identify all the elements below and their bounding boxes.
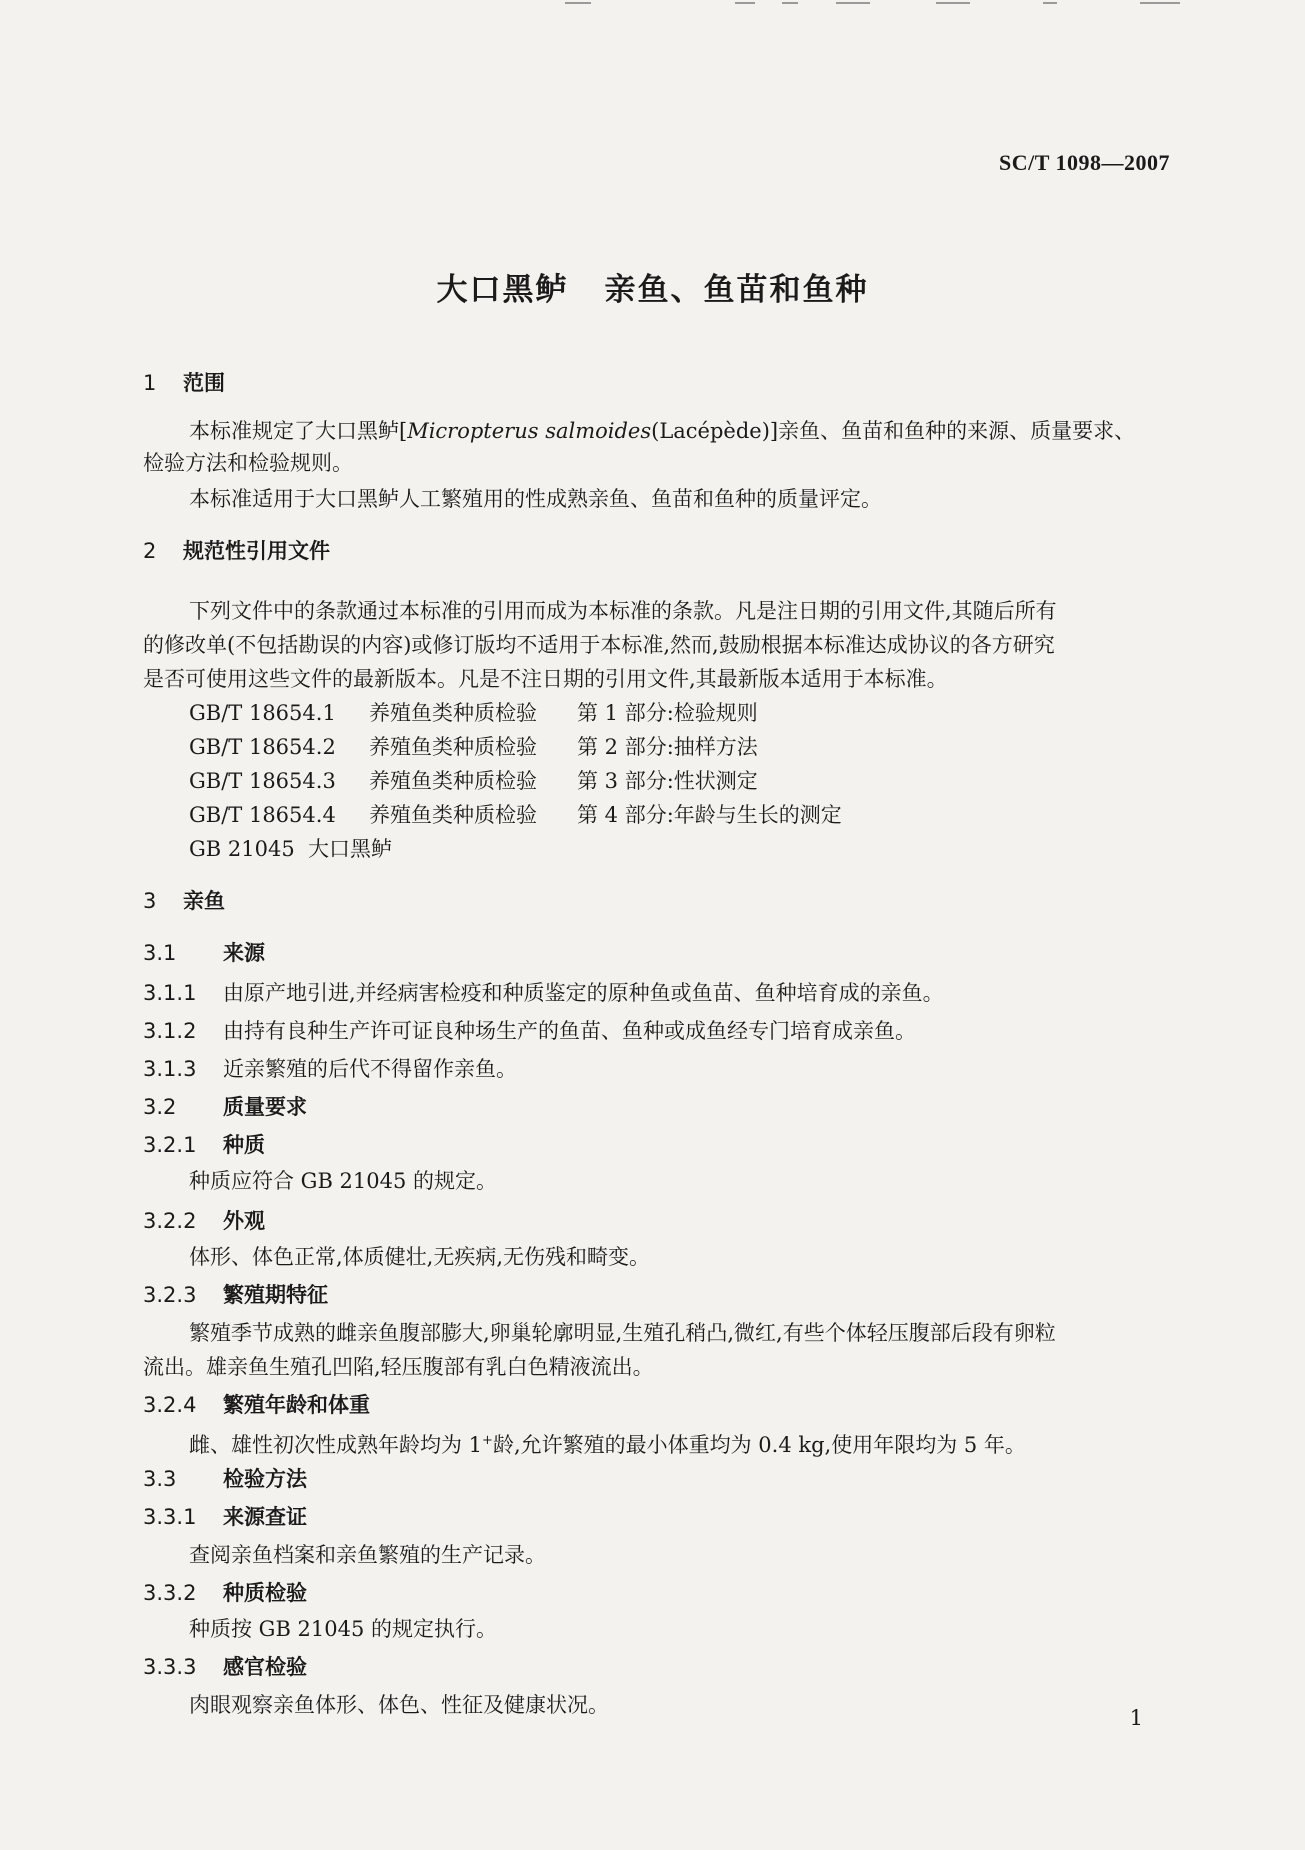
section-3-3-2-heading: 3.3.2 种质检验 bbox=[143, 1581, 307, 1605]
section-1-heading: 1 范围 bbox=[143, 371, 225, 395]
section-3-1-heading: 3.1 来源 bbox=[143, 941, 265, 965]
section-3-2-1-heading: 3.2.1 种质 bbox=[143, 1133, 265, 1157]
clause-3-1-3: 3.1.3 近亲繁殖的后代不得留作亲鱼。 bbox=[143, 1057, 517, 1081]
clause-3-2-4-text: 雌、雄性初次性成熟年龄均为 1+龄,允许繁殖的最小体重均为 0.4 kg,使用年限均为 5 年。 bbox=[189, 1433, 1026, 1457]
reference-2: GB/T 18654.2 养殖鱼类种质检验 第 2 部分:抽样方法 bbox=[189, 735, 758, 759]
section-1-paragraph-2: 本标准适用于大口黑鲈人工繁殖用的性成熟亲鱼、鱼苗和鱼种的质量评定。 bbox=[189, 487, 882, 511]
section-3-3-3-heading: 3.3.3 感官检验 bbox=[143, 1655, 307, 1679]
reference-3: GB/T 18654.3 养殖鱼类种质检验 第 3 部分:性状测定 bbox=[189, 769, 758, 793]
title-part-1: 大口黑鲈 bbox=[436, 272, 569, 308]
section-3-2-heading: 3.2 质量要求 bbox=[143, 1095, 307, 1119]
section-3-2-3-heading: 3.2.3 繁殖期特征 bbox=[143, 1283, 328, 1307]
clause-3-3-3-text: 肉眼观察亲鱼体形、体色、性征及健康状况。 bbox=[189, 1693, 609, 1717]
section-2-heading: 2 规范性引用文件 bbox=[143, 539, 330, 563]
scientific-name: Micropterus salmoides bbox=[407, 419, 652, 443]
clause-3-2-3-text-line-2: 流出。雄亲鱼生殖孔凹陷,轻压腹部有乳白色精液流出。 bbox=[143, 1355, 654, 1379]
clause-3-3-1-text: 查阅亲鱼档案和亲鱼繁殖的生产记录。 bbox=[189, 1543, 546, 1567]
section-3-3-1-heading: 3.3.1 来源查证 bbox=[143, 1505, 307, 1529]
section-3-heading: 3 亲鱼 bbox=[143, 889, 225, 913]
section-3-2-2-heading: 3.2.2 外观 bbox=[143, 1209, 265, 1233]
section-3-3-heading: 3.3 检验方法 bbox=[143, 1467, 307, 1491]
section-2-paragraph-line-1: 下列文件中的条款通过本标准的引用而成为本标准的条款。凡是注日期的引用文件,其随后所有 bbox=[189, 599, 1057, 623]
document-code: SC/T 1098—2007 bbox=[998, 150, 1170, 175]
title-part-2: 亲鱼、鱼苗和鱼种 bbox=[604, 272, 869, 308]
page-number: 1 bbox=[1129, 1706, 1143, 1730]
clause-3-1-2: 3.1.2 由持有良种生产许可证良种场生产的鱼苗、鱼种或成鱼经专门培育成亲鱼。 bbox=[143, 1019, 916, 1043]
clause-3-2-2-text: 体形、体色正常,体质健壮,无疾病,无伤残和畸变。 bbox=[189, 1245, 651, 1269]
reference-1: GB/T 18654.1 养殖鱼类种质检验 第 1 部分:检验规则 bbox=[189, 701, 758, 725]
section-2-paragraph-line-2: 的修改单(不包括勘误的内容)或修订版均不适用于本标准,然而,鼓励根据本标准达成协议的各方研究 bbox=[143, 633, 1055, 657]
section-1-paragraph-1-line-2: 检验方法和检验规则。 bbox=[143, 451, 353, 475]
clause-3-1-1: 3.1.1 由原产地引进,并经病害检疫和种质鉴定的原种鱼或鱼苗、鱼种培育成的亲鱼。 bbox=[143, 981, 944, 1005]
reference-4: GB/T 18654.4 养殖鱼类种质检验 第 4 部分:年龄与生长的测定 bbox=[189, 803, 842, 827]
section-1-paragraph-1-line-1: 本标准规定了大口黑鲈[Micropterus salmoides(Lacépède)]亲鱼、鱼苗和鱼种的来源、质量要求、 bbox=[189, 419, 1136, 443]
clause-3-3-2-text: 种质按 GB 21045 的规定执行。 bbox=[189, 1617, 498, 1641]
section-3-2-4-heading: 3.2.4 繁殖年龄和体重 bbox=[143, 1393, 370, 1417]
clause-3-2-3-text-line-1: 繁殖季节成熟的雌亲鱼腹部膨大,卵巢轮廓明显,生殖孔稍凸,微红,有些个体轻压腹部后段有卵粒 bbox=[189, 1321, 1056, 1345]
clause-3-2-1-text: 种质应符合 GB 21045 的规定。 bbox=[189, 1169, 498, 1193]
reference-5: GB 21045 大口黑鲈 bbox=[189, 837, 393, 861]
section-2-paragraph-line-3: 是否可使用这些文件的最新版本。凡是不注日期的引用文件,其最新版本适用于本标准。 bbox=[143, 667, 948, 691]
